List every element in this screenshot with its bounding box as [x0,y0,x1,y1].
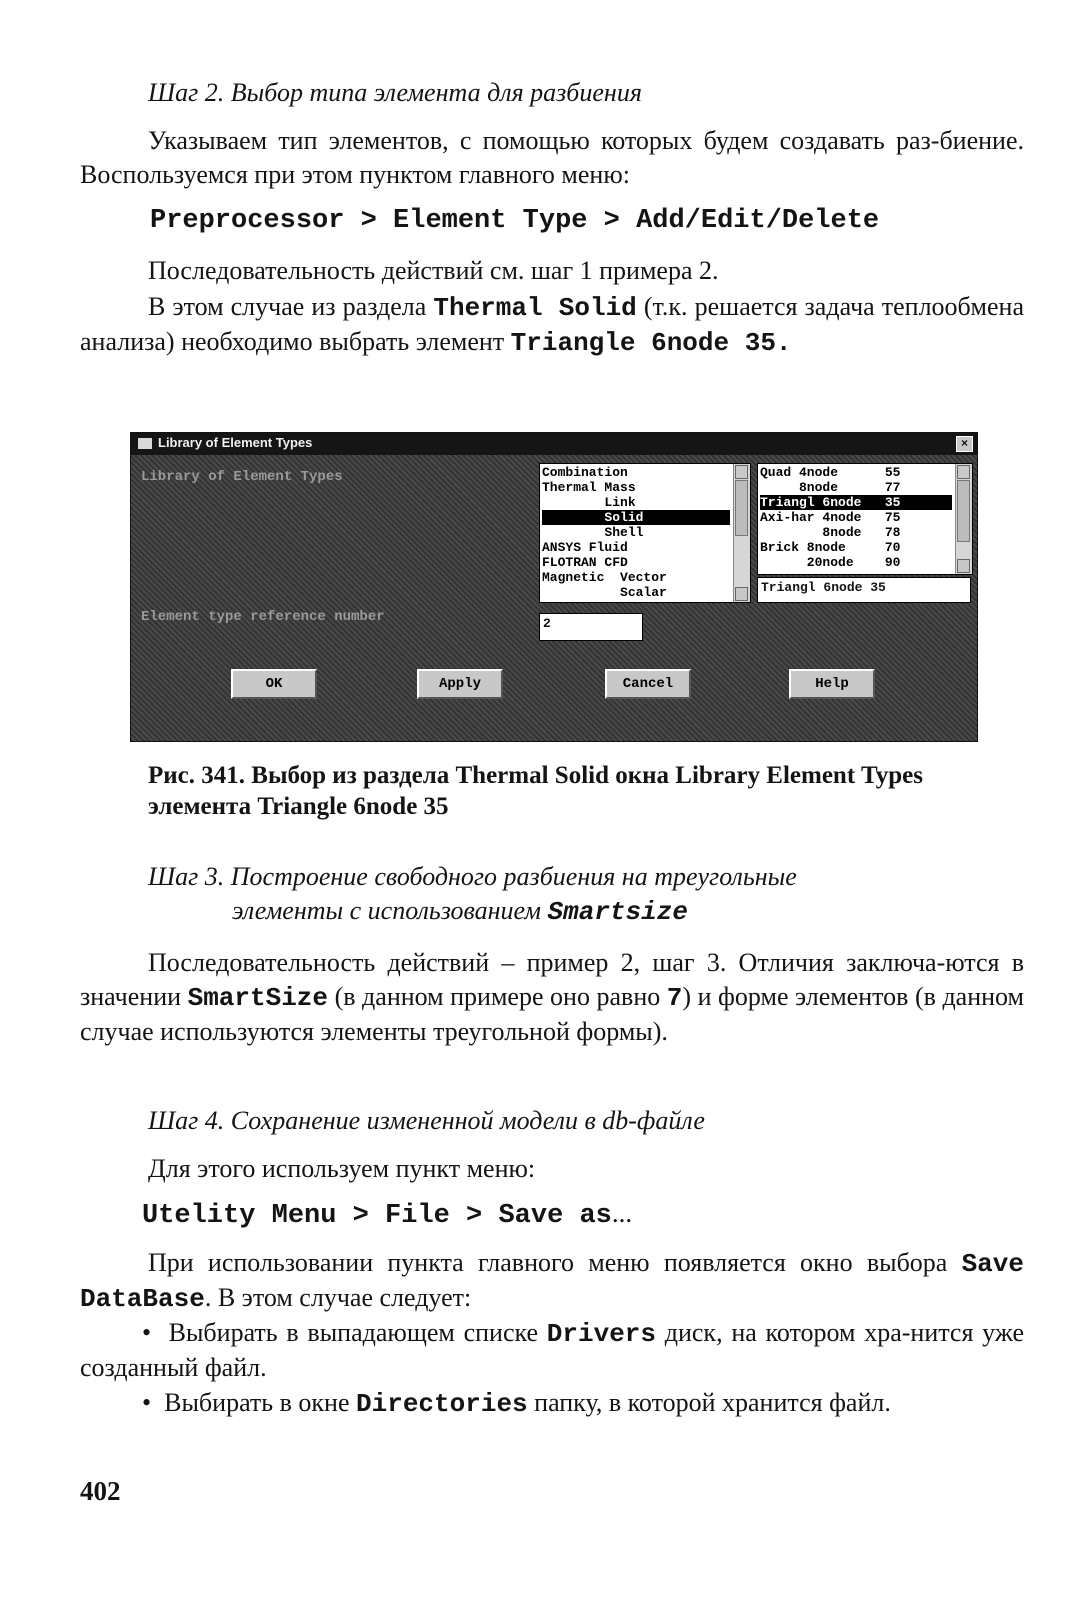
step4-heading: Шаг 4. Сохранение измененной модели в db-файле [148,1106,705,1135]
step3-heading-line2 [232,894,688,929]
scroll-up-icon[interactable] [957,465,970,479]
list-item[interactable]: 8node 77 [760,480,901,495]
window-title: Library of Element Types [158,435,313,450]
step3-paragraph [80,946,1024,1049]
step4-menu-path [142,1196,632,1233]
step3-text-c: ) и форме элементов (в данном случае используются элементы треугольной формы). [80,982,1025,1046]
step4-para2-text-a: При использовании пункта главного меню появляется окно выбора [148,1248,962,1277]
step4-paragraph-2 [80,1246,1024,1316]
triangle-code: Triangle 6node 35. [510,328,792,358]
step3-text-a: Последовательность действий – пример 2, шаг 3. Отличия заключа-ются в значении [80,948,1024,1011]
smartsize-value: 7 [666,983,683,1013]
element-scrollbar[interactable] [955,464,972,574]
close-button[interactable]: × [956,436,973,452]
step2-heading: Шаг 2. Выбор типа элемента для разбиения [148,78,642,107]
list-item[interactable]: ANSYS Fluid [542,540,628,555]
list-item[interactable]: Shell [542,525,644,540]
thermal-solid-code: Thermal Solid [433,293,637,323]
reference-number-label: Element type reference number [141,609,385,625]
bullet2-text-a: Выбирать в окне [164,1388,357,1417]
list-item[interactable]: FLOTRAN CFD [542,555,628,570]
smartsize-heading-code: Smartsize [547,897,688,927]
scroll-down-icon[interactable] [957,559,970,573]
scroll-down-icon[interactable] [735,587,748,601]
bullet-icon: • [142,1318,169,1347]
list-item[interactable]: 20node 90 [760,555,901,570]
list-item[interactable]: 8node 78 [760,525,901,540]
step4-para2-text-b: . В этом случае следует: [204,1283,472,1312]
list-item[interactable]: Scalar [542,585,667,600]
bullet2-text-b: папку, в которой хранится файл. [527,1388,891,1417]
element-list[interactable] [757,463,973,575]
step2-para3-text-b: (т.к. решается задача теплообмена анализа) необходимо выбрать элемент [80,292,1024,356]
scroll-thumb[interactable] [957,480,970,542]
step2-paragraph-2: Последовательность действий см. шаг 1 примера 2. [148,256,719,285]
directories-code: Directories [356,1389,528,1419]
bullet-item-1 [80,1316,1024,1385]
drivers-code: Drivers [546,1319,656,1349]
list-item[interactable]: Brick 8node 70 [760,540,901,555]
bullet-item-2 [80,1386,1024,1421]
step2-paragraph-3 [80,290,1024,360]
list-item[interactable]: Combination [542,465,628,480]
save-database-code: Save DataBase [80,1249,1024,1314]
bullet1-text-a: Выбирать в выпадающем списке [168,1318,547,1347]
list-item[interactable]: Axi-har 4node 75 [760,510,901,525]
step3-heading-line1: Шаг 3. Построение свободного разбиения на треугольные [148,862,797,891]
figure-caption: Рис. 341. Выбор из раздела Thermal Solid окна Library Element Types элемента Triangle 6node 35 [148,762,923,820]
library-element-types-window [130,432,978,742]
ok-button[interactable]: OK [231,669,317,699]
smartsize-code: SmartSize [187,983,329,1013]
page-number: 402 [80,1476,121,1506]
scroll-up-icon[interactable] [735,465,748,479]
bullet1-text-b: диск, на котором хра-нится уже созданный файл. [80,1318,1024,1382]
list-item[interactable]: Link [542,495,636,510]
list-item[interactable]: Thermal Mass [542,480,636,495]
apply-button[interactable]: Apply [417,669,503,699]
step3-heading-text: элементы с использованием [232,896,548,925]
scroll-thumb[interactable] [735,480,748,536]
step4-paragraph-1: Для этого используем пункт меню: [148,1154,536,1183]
selected-element-field[interactable]: Triangl 6node 35 [757,577,971,603]
step2-menu-path: Preprocessor > Element Type > Add/Edit/Delete [150,206,880,236]
step2-paragraph-1: Указываем тип элементов, с помощью которых будем создавать раз-биение. Воспользуемся при этом пунктом главного меню: [80,126,1024,189]
step2-para3-text-a: В этом случае из раздела [148,292,434,321]
window-icon [138,438,152,449]
list-item[interactable]: Quad 4node 55 [760,465,901,480]
help-button[interactable]: Help [789,669,875,699]
element-types-label: Library of Element Types [141,469,343,485]
category-list[interactable] [539,463,751,603]
bullet-icon: • [142,1388,165,1417]
cancel-button[interactable]: Cancel [605,669,691,699]
list-item[interactable]: Triangl 6node 35 [760,495,952,510]
dialog-body [131,455,977,741]
step3-text-b: (в данном примере оно равно [328,982,667,1011]
reference-number-input[interactable]: 2 [539,613,643,641]
category-scrollbar[interactable] [733,464,750,602]
list-item[interactable]: Magnetic Vector [542,570,667,585]
menu-ellipsis: ... [611,1198,633,1228]
utility-menu-path: Utelity Menu > File > Save as [142,1201,612,1231]
list-item[interactable]: Solid [542,510,730,525]
title-bar [131,433,977,455]
